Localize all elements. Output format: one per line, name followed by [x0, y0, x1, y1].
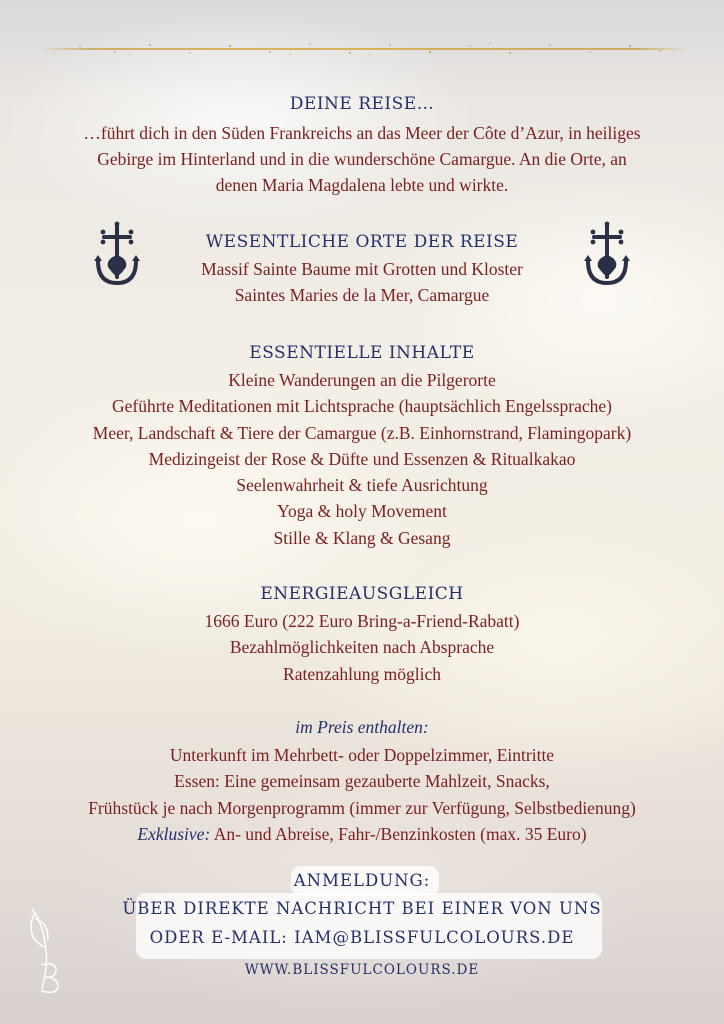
exklusive-line [0, 821, 724, 847]
energie-heading: ENERGIEAUSGLEICH [260, 584, 464, 604]
reise-line: …führt dich in den Süden Frankreichs an das Meer der Côte d’Azur, in heiliges [83, 123, 641, 143]
section-inhalte [0, 340, 724, 551]
energie-line: Ratenzahlung möglich [283, 663, 441, 684]
inhalte-line: Medizingeist der Rose & Düfte und Essenzen & Ritualkakao [148, 448, 576, 469]
inhalte-line: Geführte Meditationen mit Lichtsprache (hauptsächlich Engelssprache) [111, 396, 613, 417]
section-reise [0, 91, 724, 198]
energie-line: 1666 Euro (222 Euro Bring-a-Friend-Rabatt) [204, 611, 520, 631]
preis-line: Essen: Eine gemeinsam gezauberte Mahlzeit, Snacks, [174, 771, 550, 792]
reise-line: Gebirge im Hinterland und in die wunderschöne Camargue. An die Orte, an [97, 149, 627, 169]
inhalte-line: Yoga & holy Movement [277, 501, 447, 522]
section-preis [0, 714, 724, 847]
inhalte-line: Seelenwahrheit & tiefe Ausrichtung [236, 475, 488, 496]
anmeldung-line: ÜBER DIREKTE NACHRICHT BEI EINER VON UNS [122, 899, 602, 918]
inhalte-line: Stille & Klang & Gesang [273, 527, 451, 548]
preis-line: Frühstück je nach Morgenprogramm (immer zur Verfügung, Selbstbedienung) [88, 797, 636, 818]
preis-label: im Preis enthalten: [295, 717, 429, 737]
reise-line: denen Maria Magdalena lebte und wirkte. [215, 175, 509, 195]
preis-line: Unterkunft im Mehrbett- oder Doppelzimmer, Eintritte [169, 745, 555, 765]
orte-heading: WESENTLICHE ORTE DER REISE [205, 232, 519, 252]
orte-line: Saintes Maries de la Mer, Camargue [234, 285, 490, 306]
exklusive-label: Exklusive: [137, 823, 211, 844]
website-link[interactable]: WWW.BLISSFULCOLOURS.DE [244, 962, 480, 978]
orte-line: Massif Sainte Baume mit Grotten und Kloster [201, 259, 523, 279]
energie-line: Bezahlmöglichkeiten nach Absprache [229, 637, 495, 658]
inhalte-line: Kleine Wanderungen an die Pilgerorte [228, 370, 496, 390]
gold-glitter-divider [40, 42, 688, 56]
reise-heading: DEINE REISE… [289, 94, 435, 114]
anmeldung-heading: ANMELDUNG: [293, 871, 431, 890]
section-energie [0, 581, 724, 687]
anmeldung-email[interactable]: ODER E-MAIL: IAM@BLISSFULCOLOURS.DE [149, 928, 575, 947]
feather-b-logo-icon [24, 905, 68, 997]
exklusive-text: An- und Abreise, Fahr-/Benzinkosten (max. 35 Euro) [210, 823, 587, 844]
inhalte-line: Meer, Landschaft & Tiere der Camargue (z.B. Einhornstrand, Flamingopark) [92, 422, 632, 443]
inhalte-heading: ESSENTIELLE INHALTE [249, 343, 475, 363]
section-orte [0, 229, 724, 309]
